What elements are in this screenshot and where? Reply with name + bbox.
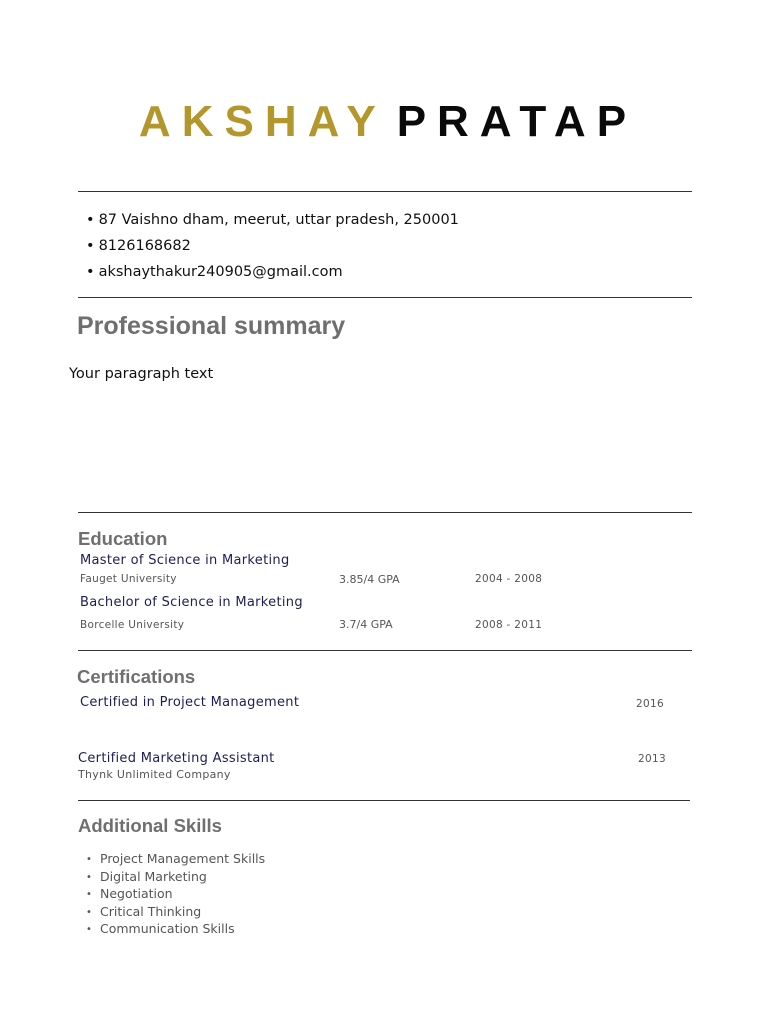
summary-heading: Professional summary <box>77 312 346 340</box>
bullet: • <box>86 238 95 254</box>
first-name: AKSHAY <box>138 97 387 146</box>
skills-heading: Additional Skills <box>78 815 222 836</box>
skill-label: Negotiation <box>100 886 173 901</box>
education-gpa: 3.7/4 GPA <box>339 618 393 631</box>
skill-label: Critical Thinking <box>100 903 202 919</box>
skill-label: Project Management Skills <box>100 851 266 866</box>
bullet: • <box>86 906 92 918</box>
bullet: • <box>86 871 92 883</box>
skill-item <box>86 921 265 939</box>
divider <box>78 650 692 651</box>
bullet: • <box>86 924 92 935</box>
education-heading: Education <box>78 528 168 549</box>
divider <box>78 297 692 298</box>
contact-email <box>86 259 343 285</box>
education-years: 2008 - 2011 <box>475 619 543 631</box>
bullet: • <box>86 212 95 228</box>
contact-phone <box>86 233 191 259</box>
skill-item <box>86 904 265 922</box>
education-school: Fauget University <box>80 573 177 585</box>
education-degree: Bachelor of Science in Marketing <box>80 595 303 610</box>
certification-year: 2013 <box>638 753 666 765</box>
bullet: • <box>86 854 92 865</box>
summary-text: Your paragraph text <box>69 366 214 382</box>
divider <box>78 191 692 192</box>
skill-item <box>86 851 265 869</box>
contact-address <box>86 207 459 233</box>
divider <box>78 512 692 513</box>
skills-list <box>86 851 265 939</box>
education-degree: Master of Science in Marketing <box>80 553 290 568</box>
phone-text: 8126168682 <box>98 238 191 254</box>
certifications-heading: Certifications <box>77 666 196 687</box>
certification-org: Thynk Unlimited Company <box>78 768 231 781</box>
certification-year: 2016 <box>636 698 664 710</box>
address-text: 87 Vaishno dham, meerut, uttar pradesh, 250001 <box>98 212 459 228</box>
skill-item <box>86 869 265 887</box>
certification-title: Certified Marketing Assistant <box>78 751 275 766</box>
skill-item <box>86 886 265 904</box>
education-gpa: 3.85/4 GPA <box>339 573 400 586</box>
resume-name <box>0 96 768 148</box>
bullet: • <box>86 264 95 280</box>
last-name: PRATAP <box>396 97 638 146</box>
certification-title: Certified in Project Management <box>80 695 300 710</box>
email-text: akshaythakur240905@gmail.com <box>98 264 343 280</box>
divider <box>78 800 690 801</box>
bullet: • <box>86 889 92 900</box>
education-school: Borcelle University <box>80 619 185 631</box>
education-years: 2004 - 2008 <box>475 573 543 585</box>
skill-label: Communication Skills <box>100 921 235 936</box>
skill-label: Digital Marketing <box>100 868 207 884</box>
